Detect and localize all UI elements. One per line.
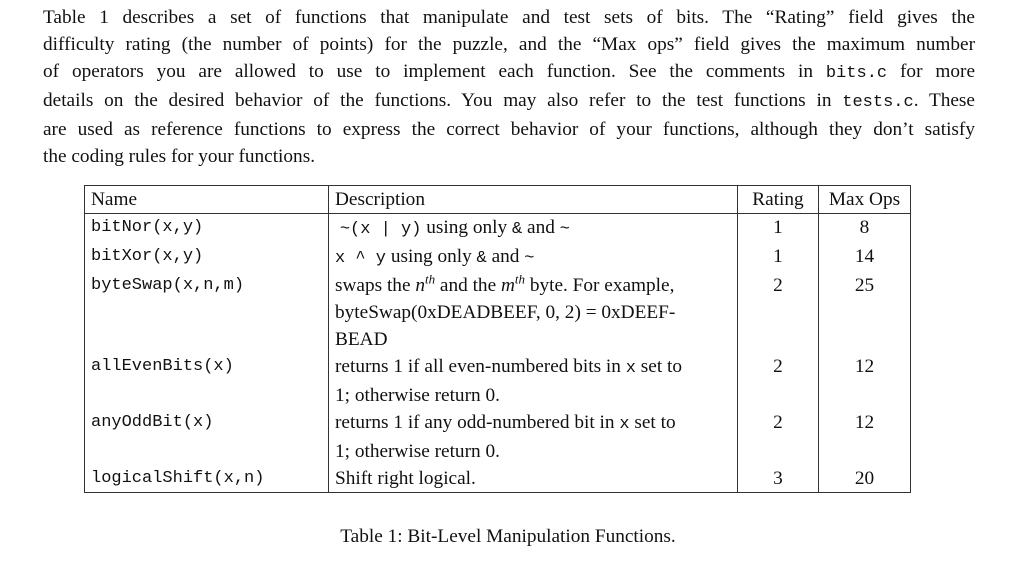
function-name: allEvenBits(x) (85, 353, 329, 409)
bit-functions-table (84, 185, 911, 493)
function-name: bitNor(x,y) (85, 214, 329, 244)
header-rating: Rating (738, 186, 819, 214)
table-row (85, 243, 911, 272)
table-row (85, 353, 911, 409)
function-name: byteSwap(x,n,m) (85, 272, 329, 353)
function-description: swaps the $n^{th}$ and the $m^{th}$ byte. For example, byteSwap(0xDEADBEEF, 0, 2) = 0xDEEF- BEAD (329, 272, 738, 353)
header-description: Description (329, 186, 738, 214)
function-name: bitXor(x,y) (85, 243, 329, 272)
function-description: ~(x | y) using only & and ~ (329, 214, 738, 244)
table-caption: Table 1: Bit-Level Manipulation Functions. (340, 526, 676, 547)
header-max-ops: Max Ops (819, 186, 911, 214)
function-description: returns 1 if all even-numbered bits in x set to 1; otherwise return 0. (329, 353, 738, 409)
function-max-ops: 8 (819, 214, 911, 244)
table-row (85, 214, 911, 244)
header-name: Name (85, 186, 329, 214)
table-header-row (85, 186, 911, 214)
paragraph-line: are used as reference functions to express the correct behavior of your functions, although they don’t satisfy (43, 119, 975, 140)
code-tests-c: tests.c (842, 93, 914, 112)
function-description: x ^ y using only & and ~ (329, 243, 738, 272)
function-description: Shift right logical. (329, 465, 738, 493)
function-rating: 1 (738, 214, 819, 244)
function-max-ops: 20 (819, 465, 911, 493)
intro-paragraph (43, 4, 975, 170)
paragraph-line: Table 1 describes a set of functions that manipulate and test sets of bits. The “Rating” field gives the (43, 7, 975, 28)
function-rating: 2 (738, 272, 819, 353)
function-max-ops: 12 (819, 353, 911, 409)
function-rating: 1 (738, 243, 819, 272)
table-row (85, 272, 911, 353)
paragraph-line: of operators you are allowed to use to implement each function. See the comments in bits.c for more (43, 61, 976, 83)
code-bits-c: bits.c (825, 64, 888, 83)
paragraph-line: details on the desired behavior of the functions. You may also refer to the test functions in tests.c. These (43, 90, 975, 112)
function-max-ops: 25 (819, 272, 911, 353)
table-row (85, 465, 911, 493)
function-name: logicalShift(x,n) (85, 465, 329, 493)
function-rating: 3 (738, 465, 819, 493)
function-rating: 2 (738, 409, 819, 465)
paragraph-line: the coding rules for your functions. (43, 146, 316, 167)
paragraph-line: difficulty rating (the number of points) for the puzzle, and the “Max ops” field gives the maximum number (43, 34, 975, 55)
function-max-ops: 14 (819, 243, 911, 272)
function-rating: 2 (738, 353, 819, 409)
function-max-ops: 12 (819, 409, 911, 465)
function-description: returns 1 if any odd-numbered bit in x set to 1; otherwise return 0. (329, 409, 738, 465)
function-name: anyOddBit(x) (85, 409, 329, 465)
table-row (85, 409, 911, 465)
